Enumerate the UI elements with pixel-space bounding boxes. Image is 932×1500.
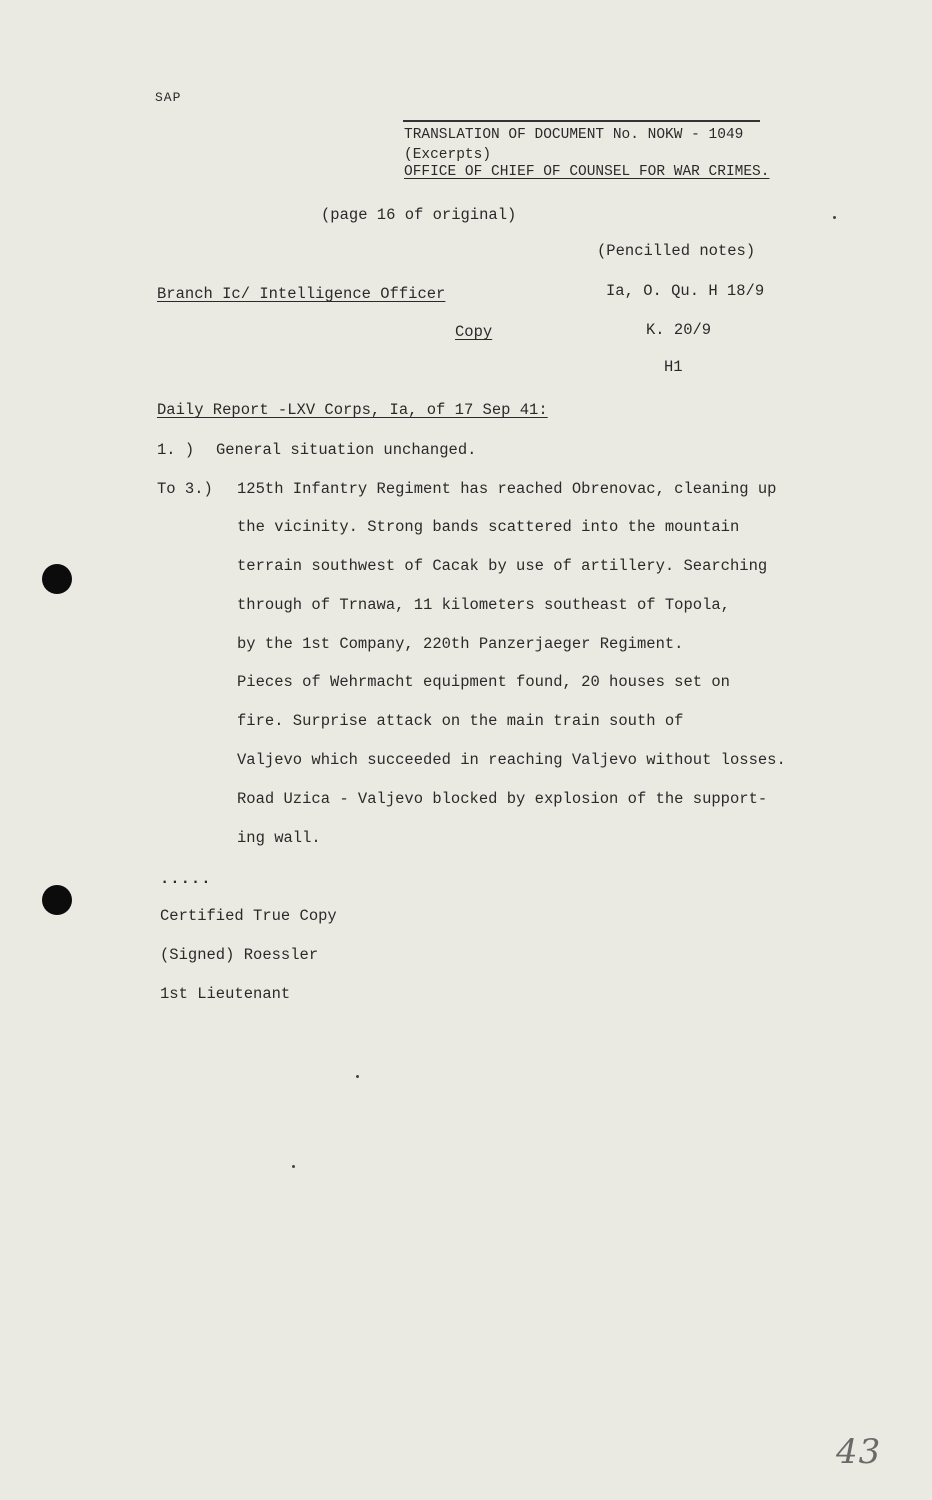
item-3-line: ing wall. — [237, 829, 321, 847]
separator-dots: ..... — [160, 870, 212, 888]
item-3-line: Valjevo which succeeded in reaching Valjevo without losses. — [237, 751, 786, 769]
certified-copy: Certified True Copy — [160, 907, 337, 925]
item-3-line: terrain southwest of Cacak by use of artillery. Searching — [237, 557, 768, 575]
pencilled-note-2: K. 20/9 — [646, 321, 712, 339]
item-3-line: fire. Surprise attack on the main train south of — [237, 712, 684, 730]
item-3-line: by the 1st Company, 220th Panzerjaeger Regiment. — [237, 635, 684, 653]
speck — [833, 216, 836, 219]
copy-label: Copy — [455, 323, 493, 341]
punch-hole-top — [42, 564, 72, 594]
stamp-text: SAP — [155, 90, 182, 105]
report-title: Daily Report -LXV Corps, Ia, of 17 Sep 41: — [157, 401, 548, 419]
item-3-line: 125th Infantry Regiment has reached Obrenovac, cleaning up — [237, 480, 777, 498]
item-1-text: General situation unchanged. — [216, 441, 477, 459]
rank-line: 1st Lieutenant — [160, 985, 291, 1003]
branch-line: Branch Ic/ Intelligence Officer — [157, 285, 446, 303]
item-3-line: Pieces of Wehrmacht equipment found, 20 houses set on — [237, 673, 730, 691]
item-3-line: the vicinity. Strong bands scattered into the mountain — [237, 518, 740, 536]
header-rule — [403, 120, 760, 122]
item-3-number: To 3.) — [157, 480, 213, 498]
page-number: 43 — [836, 1432, 882, 1472]
signed-line: (Signed) Roessler — [160, 946, 319, 964]
punch-hole-bottom — [42, 885, 72, 915]
pencilled-note-1: Ia, O. Qu. H 18/9 — [606, 282, 765, 300]
page-reference: (page 16 of original) — [321, 206, 517, 224]
speck — [292, 1165, 295, 1168]
pencilled-note-3: H1 — [664, 358, 683, 376]
item-1-number: 1. ) — [157, 441, 195, 459]
excerpts-label: (Excerpts) — [404, 147, 492, 163]
office-title: OFFICE OF CHIEF OF COUNSEL FOR WAR CRIMES. — [404, 164, 770, 180]
translation-title: TRANSLATION OF DOCUMENT No. NOKW - 1049 — [404, 127, 744, 143]
item-3-line: Road Uzica - Valjevo blocked by explosion of the support- — [237, 790, 768, 808]
speck — [356, 1075, 359, 1078]
item-3-line: through of Trnawa, 11 kilometers southeast of Topola, — [237, 596, 730, 614]
pencilled-notes-title: (Pencilled notes) — [597, 242, 756, 260]
